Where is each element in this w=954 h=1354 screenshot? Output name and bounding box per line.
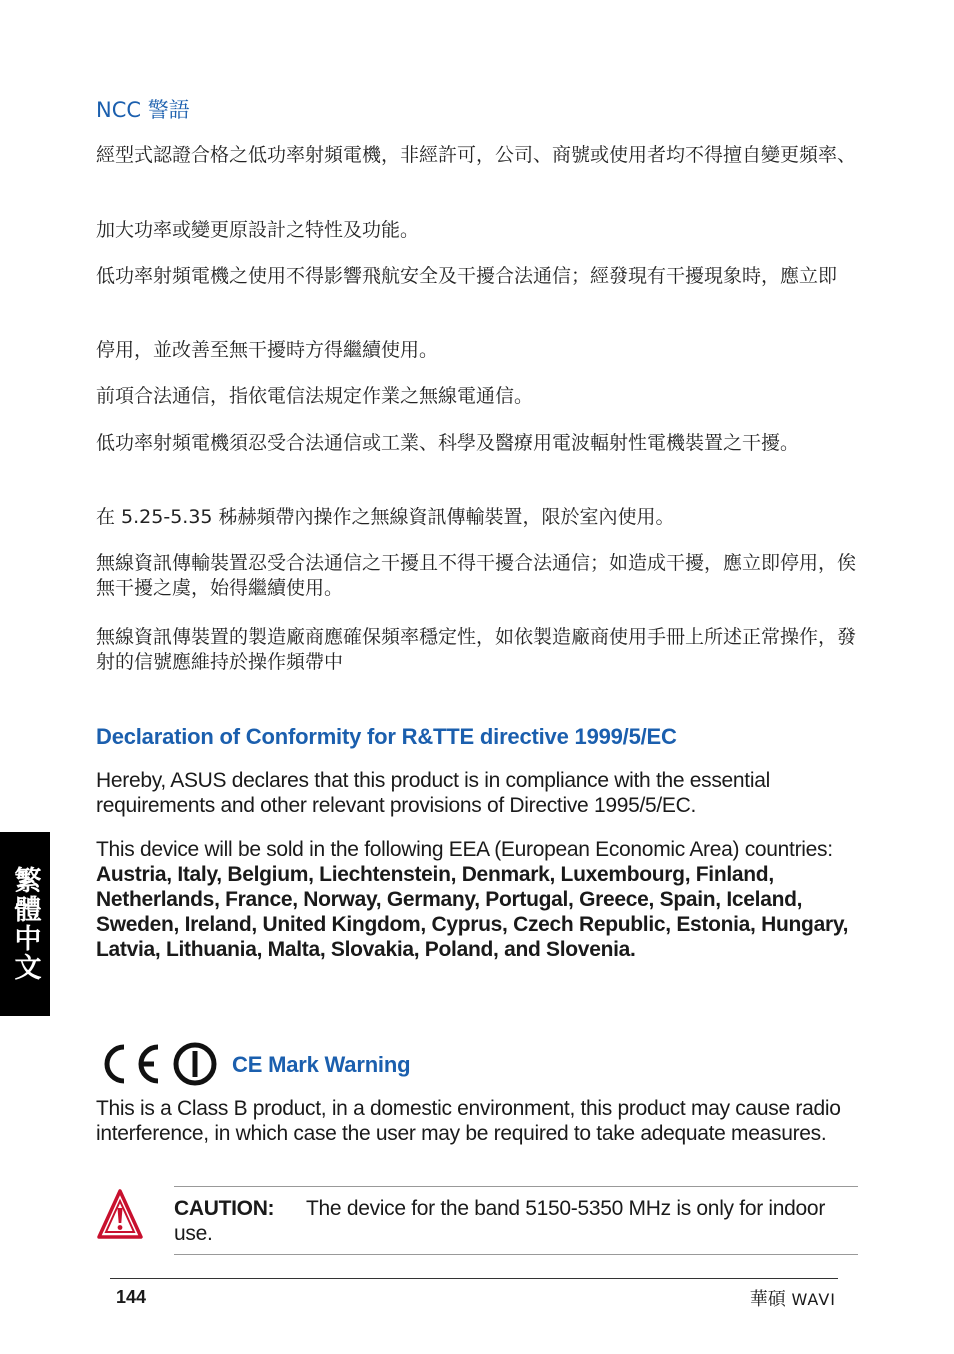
caution-top-rule bbox=[174, 1186, 858, 1187]
ce-paragraph: This is a Class B product, in a domestic environment, this product may cause radio interference, in which case the user may be required to take adequate measures. bbox=[96, 1097, 841, 1145]
language-side-tab bbox=[0, 832, 50, 1016]
ncc-paragraph: 無線資訊傳輸裝置忍受合法通信之干擾且不得干擾合法通信；如造成干擾，應立即停用，俟無干擾之虞，始得繼續使用。 bbox=[96, 552, 857, 599]
doc-heading: Declaration of Conformity for R&TTE directive 1999/5/EC bbox=[96, 724, 677, 749]
ncc-paragraph: 停用，並改善至無干擾時方得繼續使用。 bbox=[96, 339, 439, 361]
ncc-paragraph: 前項合法通信，指依電信法規定作業之無線電通信。 bbox=[96, 385, 534, 407]
ncc-paragraph: 無線資訊傳裝置的製造廠商應確保頻率穩定性，如依製造廠商使用手冊上所述正常操作，發射的信號應維持於操作頻帶中 bbox=[96, 626, 857, 673]
footer-brand bbox=[750, 1285, 836, 1311]
side-tab-label: 繁體中文 bbox=[9, 866, 41, 982]
ncc-paragraph: 低功率射頻電機須忍受合法通信或工業、科學及醫療用電波輻射性電機裝置之干擾。 bbox=[96, 432, 800, 454]
ncc-heading: NCC 警語 bbox=[96, 98, 190, 122]
page-number: 144 bbox=[116, 1287, 147, 1307]
footer-rule bbox=[110, 1278, 838, 1279]
ncc-paragraph: 低功率射頻電機之使用不得影響飛航安全及干擾合法通信；經發現有干擾現象時，應立即 bbox=[96, 265, 838, 287]
doc-paragraph-countries bbox=[96, 837, 866, 962]
ce-heading: CE Mark Warning bbox=[232, 1052, 411, 1077]
caution-bottom-rule bbox=[174, 1254, 858, 1255]
brand-cjk: 華碩 bbox=[749, 1289, 786, 1310]
countries-list: Austria, Italy, Belgium, Liechtenstein, Denmark, Luxembourg, Finland, Netherlands, France, Norway, Germany, Portugal, Greece, Spain, Iceland, Sweden, Ireland, United Kingdom, Cyprus, Czech Republic, Estonia, Hungary, Latvia, Lithuania, Malta, Slovakia, Poland, and Slovenia. bbox=[96, 863, 849, 961]
doc-paragraph-compliance: Hereby, ASUS declares that this product is in compliance with the essential requirements and other relevant provisions of Directive 1995/5/EC. bbox=[96, 769, 770, 817]
caution-note bbox=[174, 1196, 864, 1246]
caution-text: The device for the band 5150-5350 MHz is only for indoor use. bbox=[174, 1197, 826, 1245]
ncc-paragraph: 在 5.25-5.35 秭赫頻帶內操作之無線資訊傳輸裝置，限於室內使用。 bbox=[96, 506, 675, 528]
countries-intro: This device will be sold in the following EEA (European Economic Area) countries: bbox=[96, 838, 833, 861]
ncc-paragraph: 經型式認證合格之低功率射頻電機，非經許可，公司、商號或使用者均不得擅自變更頻率、 bbox=[96, 144, 857, 166]
alert-circle-icon bbox=[172, 1042, 218, 1086]
ce-mark-icon bbox=[96, 1042, 162, 1086]
ncc-paragraph: 加大功率或變更原設計之特性及功能。 bbox=[96, 219, 420, 241]
caution-label: CAUTION: bbox=[174, 1197, 275, 1220]
brand-latin: WAVI bbox=[791, 1290, 836, 1309]
warning-triangle-icon bbox=[96, 1188, 144, 1242]
